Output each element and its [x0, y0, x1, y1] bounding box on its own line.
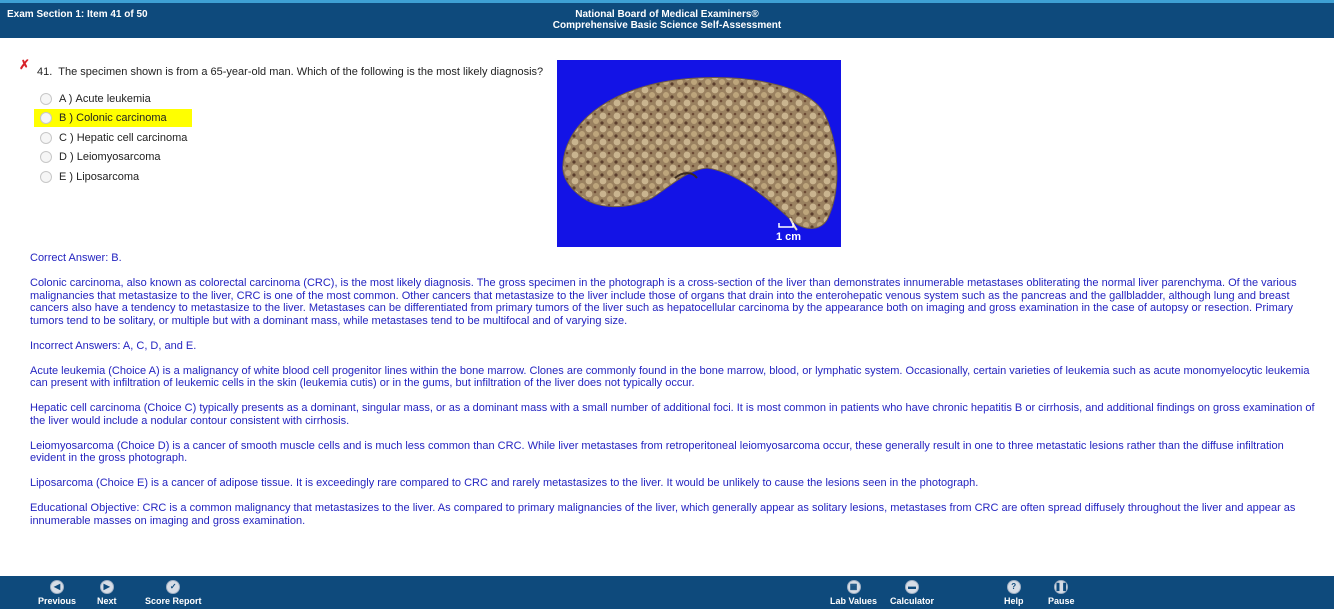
choice-text: Leiomyosarcoma: [76, 151, 161, 163]
radio-icon[interactable]: [40, 151, 52, 163]
previous-button[interactable]: [38, 580, 76, 606]
pause-button[interactable]: [1048, 580, 1075, 606]
choice-text: Colonic carcinoma: [76, 112, 167, 124]
choice-a[interactable]: [34, 90, 192, 108]
choice-letter: C ): [59, 132, 74, 144]
choice-e[interactable]: [34, 168, 192, 186]
chevron-left-icon: ◀: [50, 580, 64, 594]
help-label: Help: [1004, 596, 1024, 606]
navigation-footer: [0, 576, 1334, 609]
radio-icon[interactable]: [40, 112, 52, 124]
explanation-paragraph: Leiomyosarcoma (Choice D) is a cancer of smooth muscle cells and is much less common than CRC. While liver metastases from retroperitoneal leiomyosarcoma occur, these generally result in one to three metastatic lesions rather than the diffuse infiltration evident in the gross photograph.: [30, 439, 1284, 464]
liver-specimen-illustration: [557, 60, 841, 247]
question-stem: [37, 66, 543, 78]
header-title-block: [0, 9, 1334, 31]
help-icon: ?: [1007, 580, 1021, 594]
checkmark-icon: ✓: [166, 580, 180, 594]
score-report-button[interactable]: [145, 580, 202, 606]
scale-bar-label: 1 cm: [776, 231, 802, 243]
correct-answer: Correct Answer: B.: [30, 252, 122, 264]
pause-icon: ❚❚: [1054, 580, 1068, 594]
radio-icon[interactable]: [40, 171, 52, 183]
choice-letter: B ): [59, 112, 74, 124]
help-button[interactable]: [1004, 580, 1024, 606]
choice-c[interactable]: [34, 129, 192, 147]
choice-letter: D ): [59, 151, 74, 163]
explanation-paragraph: Liposarcoma (Choice E) is a cancer of adipose tissue. It is exceedingly rare compared to CRC and rarely metastasizes to the liver. It would be unlikely to cause the lesions seen in the photograph.: [30, 477, 979, 489]
previous-label: Previous: [38, 596, 77, 606]
question-content: [0, 38, 1334, 576]
choice-b[interactable]: [34, 109, 192, 127]
choice-text: Hepatic cell carcinoma: [76, 132, 188, 144]
radio-icon[interactable]: [40, 132, 52, 144]
exam-title: Comprehensive Basic Science Self-Assessment: [552, 20, 782, 31]
calculator-button[interactable]: [890, 580, 934, 606]
exam-header: [0, 3, 1334, 38]
answer-explanation: [30, 252, 1315, 540]
radio-icon[interactable]: [40, 93, 52, 105]
next-button[interactable]: [97, 580, 117, 606]
lab-values-label: Lab Values: [830, 596, 878, 606]
choice-letter: A ): [59, 93, 73, 105]
lab-values-button[interactable]: [830, 580, 877, 606]
next-label: Next: [97, 596, 117, 606]
choice-d[interactable]: [34, 148, 192, 166]
choice-text: Acute leukemia: [75, 93, 151, 105]
choice-text: Liposarcoma: [76, 171, 140, 183]
choice-letter: E ): [59, 171, 74, 183]
specimen-image: [557, 60, 841, 247]
chevron-right-icon: ▶: [100, 580, 114, 594]
pause-label: Pause: [1048, 596, 1075, 606]
question-text: The specimen shown is from a 65-year-old man. Which of the following is the most likely diagnosis?: [58, 66, 544, 78]
incorrect-answers: Incorrect Answers: A, C, D, and E.: [30, 339, 197, 352]
explanation-paragraph: Educational Objective: CRC is a common malignancy that metastasizes to the liver. As compared to primary malignancies of the liver, which generally appear as solitary lesions, metastases from CRC are often spread diffusely throughout the liver and appear as innumerable masses on imaging and gross examination.: [30, 502, 1296, 527]
explanation-paragraph: Acute leukemia (Choice A) is a malignancy of white blood cell progenitor lines within the bone marrow. Clones are commonly found in the bone marrow, blood, or lymphatic system. Occasionally, certain varieties of leukemia such as acute monomyelocytic leukemia can present with infiltration of leukemic cells in the skin (leukemia cutis) or in the gums, but infiltration of the liver does not typically occur.: [30, 364, 1310, 389]
explanation-paragraph: Hepatic cell carcinoma (Choice C) typically presents as a dominant, singular mass, or as a dominant mass with a small number of additional foci. It is most common in patients who have chronic hepatitis B or cirrhosis, and additional findings on gross examination of the liver would include a nodular contour consistent with cirrhosis.: [30, 402, 1315, 427]
score-report-label: Score Report: [145, 596, 202, 606]
lab-flask-icon: ▦: [847, 580, 861, 594]
calculator-label: Calculator: [890, 596, 935, 606]
org-name: National Board of Medical Examiners®: [575, 9, 759, 20]
explanation-paragraph: Colonic carcinoma, also known as colorectal carcinoma (CRC), is the most likely diagnosis. The gross specimen in the photograph is a cross-section of the liver than demonstrates innumerable metastases obliterating the normal liver parenchyma. Of the various malignancies that metastasize to the liver, CRC is one of the most common. Other cancers that metastasize to the liver include those of organs that drain into the enterohepatic venous system such as the pancreas and the gallbladder, although lung and breast cancers also have a tendency to metastasize to the liver. Metastases can be differentiated from primary tumors of the liver such as hepatocellular carcinoma by the appearance both on imaging and gross examination in the case of autopsy or resection. Primary tumors tend to be solitary, or multiple but with a dominant mass, while metastases tend to be multifocal and of varying size.: [30, 277, 1297, 327]
calculator-icon: ▬: [905, 580, 919, 594]
flag-icon[interactable]: ✗: [19, 57, 30, 72]
section-indicator: Exam Section 1: Item 41 of 50: [7, 9, 148, 20]
question-number: 41.: [37, 66, 53, 78]
